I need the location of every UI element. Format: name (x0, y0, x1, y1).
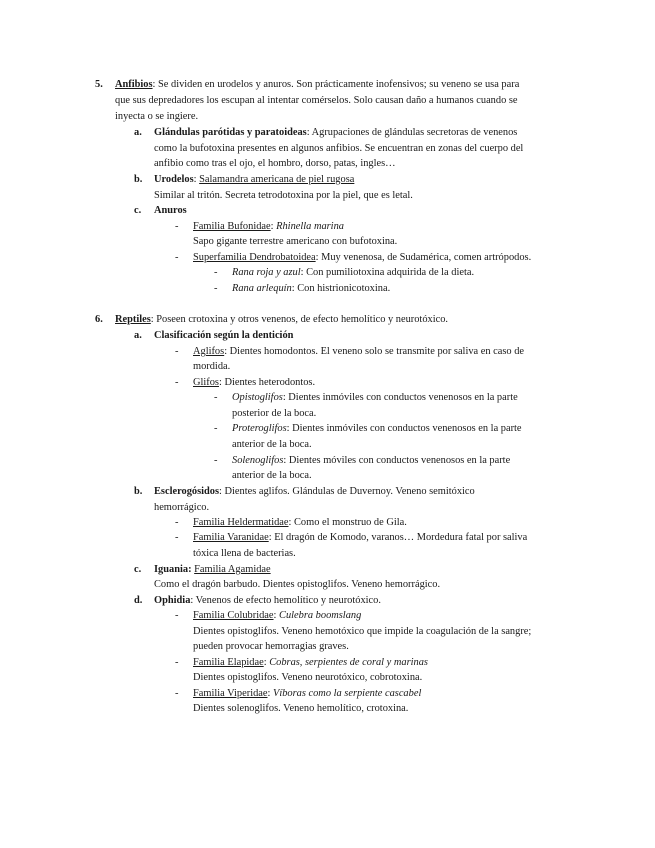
ophidia-item-1-species: Culebra boomslang (279, 610, 362, 621)
solenoglifos-name: Solenoglifos (232, 455, 284, 466)
ophidia-item-1 (193, 608, 361, 623)
section-6b-title: Esclerogósidos (154, 486, 220, 497)
ophidia-item-3 (193, 686, 421, 701)
opistoglifos-line-1 (232, 390, 518, 405)
anuros-sub-1 (232, 265, 474, 280)
ophidia-item-2-species: Cobras, serpientes de coral y marinas (269, 657, 428, 668)
section-5b-title: Urodelos (154, 174, 194, 185)
anuros-item-2-text: : Muy venenosa, de Sudamérica, comen artrópodos. (315, 252, 532, 263)
proteroglifos-text-1: : Dientes inmóviles con conductos venenosos en la parte (286, 423, 522, 434)
proteroglifos-name: Proteroglifos (232, 423, 287, 434)
opistoglifos-text-1: : Dientes inmóviles con conductos venenosos en la parte (282, 392, 518, 403)
section-6a-title: Clasificación según la dentición (154, 330, 294, 341)
section-5a-line-1 (154, 125, 517, 140)
esclero-item-2-text-2: tóxica llena de bacterias. (193, 548, 296, 559)
aglifos-line-1 (193, 344, 524, 359)
section-6-title: Reptiles (115, 314, 151, 325)
section-5b-line-1 (154, 172, 354, 187)
section-5b-letter: b. (134, 174, 143, 185)
section-6c-letter: c. (134, 564, 142, 575)
aglifos-name: Aglifos (193, 346, 225, 357)
opistoglifos-text-2: posterior de la boca. (232, 408, 317, 419)
anuros-item-2-family: Superfamilia Dendrobatoidea (193, 252, 316, 263)
section-6c-line-1 (154, 562, 271, 577)
section-5c-letter: c. (134, 205, 142, 216)
bullet: - (214, 267, 218, 278)
section-6d-title: Ophidia (154, 595, 191, 606)
section-5-text-3: inyecta o se ingiere. (115, 111, 199, 122)
section-5-line-1 (115, 77, 519, 92)
separator: : (193, 174, 200, 185)
ophidia-item-3-desc: Dientes solenoglifos. Veneno hemolítico, crotoxina. (193, 703, 409, 714)
glifos-line (193, 375, 315, 390)
section-5b-species: Salamandra americana de piel rugosa (199, 174, 355, 185)
section-6d-letter: d. (134, 595, 143, 606)
separator: : (263, 657, 270, 668)
section-6d-text: : Venenos de efecto hemolítico y neurotóxico. (190, 595, 381, 606)
proteroglifos-text-2: anterior de la boca. (232, 439, 312, 450)
solenoglifos-text-2: anterior de la boca. (232, 470, 312, 481)
section-5a-text-1: : Agrupaciones de glándulas secretoras de venenos (306, 127, 518, 138)
section-6d-line-1 (154, 593, 381, 608)
bullet: - (175, 657, 179, 668)
section-5a-text-2: como la bufotoxina presentes en algunos anfibios. Se encuentran en zonas del cuerpo del (154, 143, 524, 154)
anuros-sub-2-text: : Con histrionicotoxina. (291, 283, 391, 294)
bullet: - (214, 283, 218, 294)
section-6c-desc: Como el dragón barbudo. Dientes opistoglifos. Veneno hemorrágico. (154, 579, 441, 590)
separator: : (267, 688, 273, 699)
section-6b-line-1 (154, 484, 475, 499)
anuros-item-1-desc: Sapo gigante terrestre americano con bufotoxina. (193, 236, 398, 247)
section-6b-text-2: hemorrágico. (154, 502, 210, 513)
anuros-sub-2-name: Rana arlequín (232, 283, 292, 294)
bullet: - (175, 517, 179, 528)
section-6c-family: Familia Agamidae (194, 564, 271, 575)
section-6b-letter: b. (134, 486, 143, 497)
section-6a-letter: a. (134, 330, 142, 341)
anuros-item-2 (193, 250, 531, 265)
section-6-line-1 (115, 312, 448, 327)
bullet: - (175, 610, 179, 621)
section-6-number: 6. (95, 314, 103, 325)
anuros-sub-2 (232, 281, 390, 296)
glifos-name: Glifos (193, 377, 219, 388)
bullet: - (214, 392, 218, 403)
ophidia-item-2 (193, 655, 428, 670)
opistoglifos-name: Opistoglifos (232, 392, 283, 403)
bullet: - (175, 221, 179, 232)
esclero-item-2-text: : El dragón de Komodo, varanos… Mordedura fatal por saliva (268, 532, 528, 543)
anuros-sub-1-text: : Con pumiliotoxina adquirida de la dieta. (300, 267, 475, 278)
esclero-item-1-text: : Como el monstruo de Gila. (288, 517, 407, 528)
proteroglifos-line-1 (232, 421, 522, 436)
solenoglifos-line-1 (232, 453, 510, 468)
separator: : (273, 610, 280, 621)
esclero-item-1-family: Familia Heldermatidae (193, 517, 289, 528)
bullet: - (175, 688, 179, 699)
bullet: - (214, 455, 218, 466)
bullet: - (175, 252, 179, 263)
bullet: - (175, 377, 179, 388)
esclero-item-2 (193, 530, 527, 545)
anuros-item-1-family: Familia Bufonidae (193, 221, 271, 232)
ophidia-item-3-family: Familia Viperidae (193, 688, 268, 699)
ophidia-item-3-species: Víboras como la serpiente cascabel (273, 688, 422, 699)
ophidia-item-2-family: Familia Elapidae (193, 657, 264, 668)
section-5b-desc: Similar al tritón. Secreta tetrodotoxina por la piel, que es letal. (154, 190, 413, 201)
aglifos-text-1: : Dientes homodontos. El veneno solo se transmite por saliva en caso de (224, 346, 525, 357)
section-6-text: : Poseen crotoxina y otros venenos, de efecto hemolítico y neurotóxico. (150, 314, 449, 325)
section-5-text-2: que sus depredadores los escupan al intentar comérselos. Solo causan daño a humanos cuando se (115, 95, 518, 106)
esclero-item-1 (193, 515, 407, 530)
bullet: - (214, 423, 218, 434)
anuros-item-1-species: Rhinella marina (276, 221, 344, 232)
section-6c-title: Iguania: (154, 564, 192, 575)
ophidia-item-1-text-2: pueden provocar hemorragias graves. (193, 641, 349, 652)
ophidia-item-1-family: Familia Colubridae (193, 610, 274, 621)
esclero-item-2-family: Familia Varanidae (193, 532, 269, 543)
bullet: - (175, 346, 179, 357)
anuros-sub-1-name: Rana roja y azul (232, 267, 301, 278)
aglifos-text-2: mordida. (193, 361, 231, 372)
section-5-number: 5. (95, 79, 103, 90)
solenoglifos-text-1: : Dientes móviles con conductos venenosos en la parte (283, 455, 511, 466)
glifos-text: : Dientes heterodontos. (218, 377, 316, 388)
section-5a-text-3: anfibio como tras el ojo, el hombro, dorso, patas, ingles… (154, 158, 396, 169)
ophidia-item-2-desc: Dientes opistoglifos. Veneno neurotóxico, cobrotoxina. (193, 672, 423, 683)
section-5a-letter: a. (134, 127, 142, 138)
section-6b-text-1: : Dientes aglifos. Glándulas de Duvernoy. Veneno semitóxico (219, 486, 475, 497)
section-5a-title: Glándulas parótidas y paratoideas (154, 127, 307, 138)
section-5-title: Anfibios (115, 79, 153, 90)
section-5c-title: Anuros (154, 205, 187, 216)
ophidia-item-1-text-1: Dientes opistoglifos. Veneno hemotóxico que impide la coagulación de la sangre; (193, 626, 532, 637)
separator: : (270, 221, 277, 232)
anuros-item-1 (193, 219, 344, 234)
section-5-text-1: : Se dividen en urodelos y anuros. Son prácticamente inofensivos; su veneno se usa para (152, 79, 520, 90)
bullet: - (175, 532, 179, 543)
